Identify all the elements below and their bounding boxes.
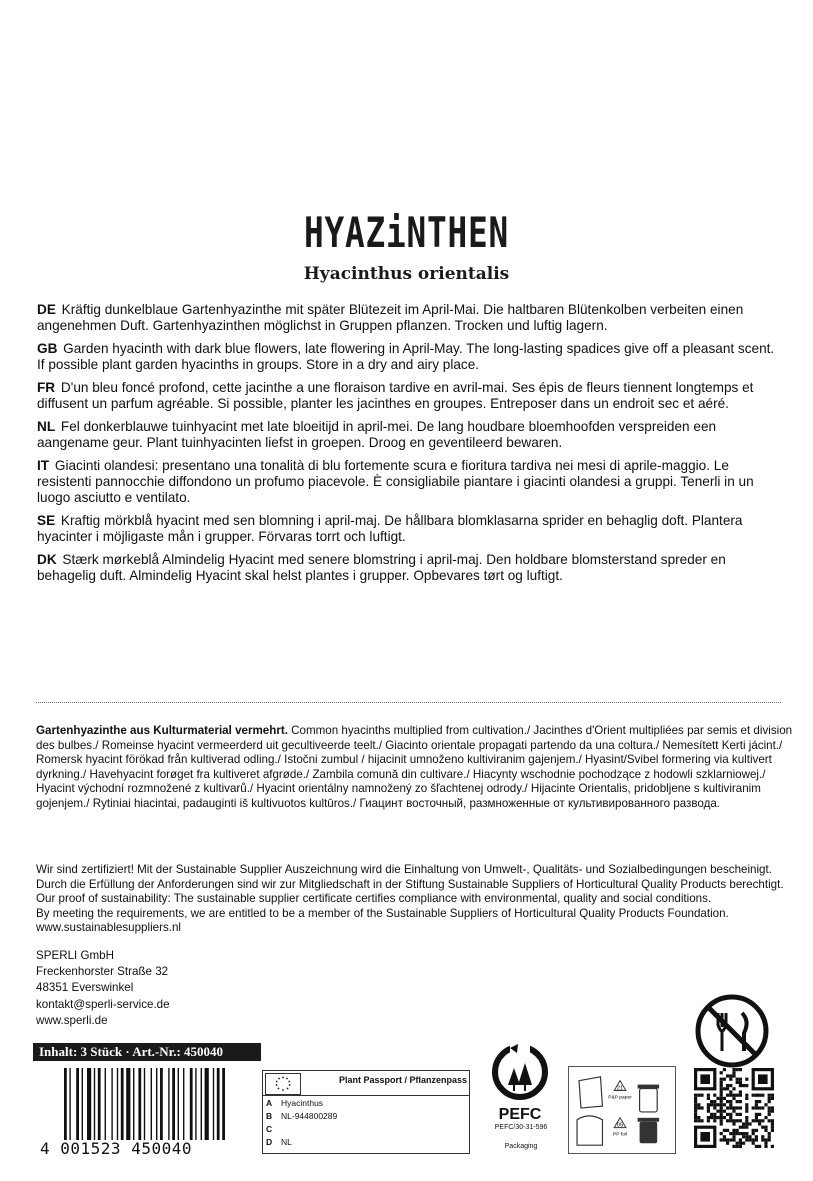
- language-code: GB: [37, 340, 58, 356]
- pefc-logo: [488, 1043, 552, 1125]
- pefc-ring-icon: [495, 1047, 545, 1097]
- company-address: [36, 948, 336, 1029]
- knife-icon: [742, 1013, 747, 1051]
- description-gb: [37, 341, 782, 373]
- pefc-caption: Packaging: [504, 1143, 538, 1150]
- bin-filled-icon: [640, 1122, 658, 1144]
- foil-bag-icon: [577, 1116, 602, 1145]
- language-code: FR: [37, 379, 56, 395]
- cultivation-note: [36, 724, 796, 812]
- passport-row: A Hyacinthus: [266, 1098, 324, 1108]
- language-code: SE: [37, 512, 56, 528]
- website: www.sperli.de: [36, 1013, 108, 1027]
- company-name: SPERLI GmbH: [36, 949, 114, 962]
- description-se: [37, 513, 782, 545]
- page-title: HYAZiNTHEN: [303, 208, 510, 257]
- passport-row: C: [266, 1124, 273, 1134]
- passport-title: Plant Passport / Pflanzenpass: [338, 1075, 467, 1085]
- description-de: [37, 302, 782, 334]
- content-bar: Inhalt: 3 Stück · Art.-Nr.: 450040: [33, 1043, 261, 1061]
- description-text: Giacinti olandesi: presentano una tonalità di blu fortemente scura e fioritura tardiva nei mesi di aprile-maggio. Le resistenti pannocchie diffondono un profumo piacevole. È consigliabile piantare i giacinti olandesi a gruppi. Tenerli in un luogo asciutto e ventilato.: [37, 457, 754, 506]
- description-nl: [37, 419, 782, 451]
- do-not-eat-icon: [694, 993, 770, 1069]
- ean-number: 4 001523 450040: [40, 1139, 192, 1158]
- language-code: IT: [37, 457, 50, 473]
- description-it: [37, 458, 782, 507]
- description-text: Stærk mørkeblå Almindelig Hyacint med senere blomstring i april-maj. Den holdbare blomsterstand spreder en behagelig duft. Almindelig Hyacint skal helst plantes i grupper. Opbevares tørt og luftigt.: [37, 551, 726, 583]
- language-code: NL: [37, 418, 56, 434]
- certification-line: By meeting the requirements, we are entitled to be a member of the Sustainable Suppliers of Horticultural Quality Products Foundation.: [36, 906, 729, 920]
- botanical-name: Hyacinthus orientalis: [303, 264, 510, 284]
- cultivation-lead: Gartenhyazinthe aus Kulturmaterial vermehrt.: [36, 724, 288, 737]
- passport-header: [263, 1071, 469, 1096]
- certification-line: Our proof of sustainability: The sustainable supplier certificate certifies compliance with environmental, quality and social conditions.: [36, 892, 712, 906]
- description-text: Kräftig dunkelblaue Gartenhyazinthe mit später Blütezeit im April-Mai. Die haltbaren Blütenkolben verbeiten einen angenehmen Duft. Gartenhyazinthen möglichst in Gruppen pflanzen. Trocken und luftig lagern.: [37, 302, 744, 334]
- qr-code: [694, 1068, 774, 1148]
- email: kontakt@sperli-service.de: [36, 997, 170, 1011]
- svg-text:05: 05: [616, 1122, 624, 1129]
- fork-icon: [718, 1013, 726, 1051]
- eu-flag-icon: [265, 1073, 301, 1095]
- passport-row: B NL-944800289: [266, 1111, 338, 1121]
- bin-icon: [640, 1089, 658, 1112]
- descriptions: [37, 302, 782, 591]
- svg-text:PP foil: PP foil: [613, 1132, 628, 1138]
- certification-line: Durch die Erfüllung der Anforderungen sind wir zur Mitgliedschaft in der Stiftung Sustainable Suppliers of Horticultural Quality Products berechtigt.: [36, 877, 784, 891]
- cultivation-text: Common hyacinths multiplied from cultivation./ Jacinthes d'Orient multipliées par semis et division des bulbes./ Romeinse hyacint vermeerderd uit gecultiveerde teelt./ Giacinto orientale propagati partendo da una coltura./ Nemesített Kerti jácint./ Romersk hyacint förökad från kultiverad odling./ Istočni zumbul / hijacinit umnoženo kultiviranim gajenjem./ Hyasint/Svibel formering via kultivert dyrkning./ Havehyacint forøget fra kultiveret afgrøde./ Zambila comună din cultivare./ Hiacynty wschodnie pochodzące z hodowli szklarniowej./ Hyacint východní rozmnožené z kultivarů./ Hyacint orientálny namnožený zo šľachtenej odrody./ Hijacinte Orientalis, pridobljene s kultiviranim gojenjem./ Rytiniai hiacintai, padauginti iš kultivuotos kultūros./ Гиацинт восточный, размноженные от культивированного развода.: [36, 724, 793, 810]
- description-text: Fel donkerblauwe tuinhyacint met late bloeitijd in april-mei. De lang houdbare bloemhoofden verspreiden een aangename geur. Plant tuinhyacinten liefst in groepen. Droog en geventileerd bewaren.: [37, 418, 717, 450]
- language-code: DK: [37, 551, 57, 567]
- pefc-code: PEFC/30-31-596: [494, 1124, 548, 1131]
- paper-bag-icon: [579, 1077, 602, 1108]
- pefc-label: PEFC: [498, 1106, 542, 1123]
- description-fr: [37, 380, 782, 412]
- street: Freckenhorster Straße 32: [36, 965, 169, 979]
- svg-text:21: 21: [616, 1085, 624, 1092]
- certification-block: [36, 863, 796, 936]
- dotted-divider: [36, 702, 781, 703]
- svg-text:P&P paper: P&P paper: [608, 1095, 632, 1101]
- description-text: D'un bleu foncé profond, cette jacinthe a une floraison tardive en avril-mai. Ses épis de fleurs tiennent longtemps et diffusent un parfum agréable. Si possible, planter les jacinthes en groupes. Entreposer dans un endroit sec et aéré.: [37, 379, 754, 412]
- certification-url: www.sustainablesuppliers.nl: [36, 921, 181, 935]
- recycling-box: [568, 1066, 676, 1154]
- description-dk: [37, 552, 782, 584]
- language-code: DE: [37, 302, 56, 317]
- city: 48351 Everswinkel: [36, 981, 134, 995]
- description-text: Garden hyacinth with dark blue flowers, late flowering in April-May. The long-lasting spadices give off a pleasant scent. If possible plant garden hyacinths in groups. Store in a dry and airy place.: [37, 340, 775, 373]
- description-text: Kraftig mörkblå hyacint med sen blomning i april-maj. De hållbara blomklasarna sprider en behaglig doft. Plantera hyacinter i möjligaste mån i grupper. Förvaras torrt och luftigt.: [37, 512, 743, 544]
- certification-line: Wir sind zertifiziert! Mit der Sustainable Supplier Auszeichnung wird die Einhaltung von Umwelt-, Qualitäts- und Sozialbedingungen bescheinigt.: [36, 863, 772, 876]
- plant-passport: [262, 1070, 470, 1154]
- passport-row: D NL: [266, 1137, 292, 1147]
